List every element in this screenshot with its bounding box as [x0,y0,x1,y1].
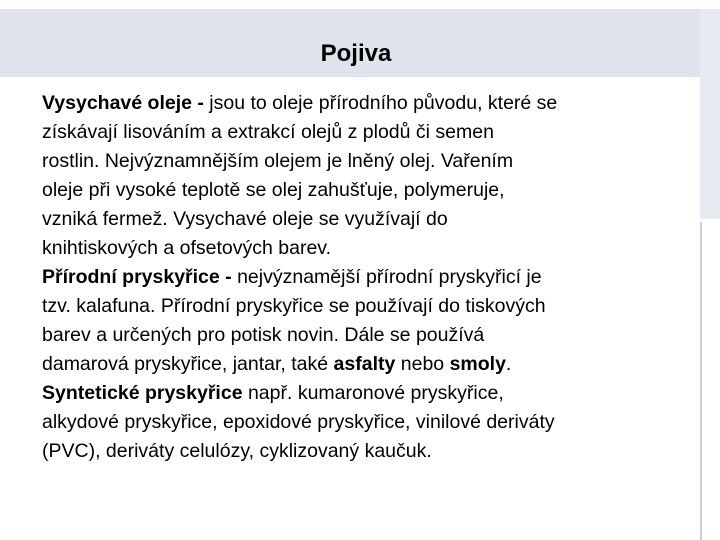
paragraph-drying-oils [42,89,692,263]
text-line [42,350,692,379]
text-line [42,408,692,437]
term-natural-resins: Přírodní pryskyřice - [42,266,232,288]
term-drying-oils: Vysychavé oleje - [42,92,204,114]
text-line [42,263,692,292]
text-run: vzniká fermež. Vysychavé oleje se využívají do [42,208,448,230]
right-edge-line [700,222,702,540]
text-run: knihtiskových a ofsetových barev. [42,237,332,259]
term-asphalts: asfalty [333,353,396,375]
text-line [42,205,692,234]
slide-title: Pojiva [320,40,392,67]
text-run: nejvýznamější přírodní pryskyřicí je [231,266,542,288]
text-run: barev a určených pro potisk novin. Dále se používá [42,324,485,346]
text-line [42,321,692,350]
right-edge-divider [700,219,720,222]
text-line [42,118,692,147]
paragraph-synthetic-resins [42,379,692,466]
text-line [42,147,692,176]
text-line [42,437,692,466]
text-run: alkydové pryskyřice, epoxidové pryskyřice, vinilové deriváty [42,411,555,433]
text-run: nebo [395,353,450,375]
text-line [42,292,692,321]
text-line [42,379,692,408]
text-run: (PVC), deriváty celulózy, cyklizovaný kaučuk. [42,440,432,462]
text-line [42,89,692,118]
text-run: rostlin. Nejvýznamnějším olejem je lněný olej. Vařením [42,150,514,172]
paragraph-natural-resins [42,263,692,379]
text-run: např. kumaronové pryskyřice, [242,382,504,404]
text-run: oleje při vysoké teplotě se olej zahušťuje, polymeruje, [42,179,505,201]
term-synthetic-resins: Syntetické pryskyřice [42,382,243,404]
text-run: tzv. kalafuna. Přírodní pryskyřice se používají do tiskových [42,295,546,317]
term-pitches: smoly [449,353,506,375]
text-line [42,234,692,263]
text-run: . [505,353,512,375]
text-run: jsou to oleje přírodního původu, které se [203,92,558,114]
text-run: získávají lisováním a extrakcí olejů z plodů či semen [42,121,494,143]
text-line [42,176,692,205]
slide-content [42,89,692,466]
text-run: damarová pryskyřice, jantar, také [42,353,334,375]
